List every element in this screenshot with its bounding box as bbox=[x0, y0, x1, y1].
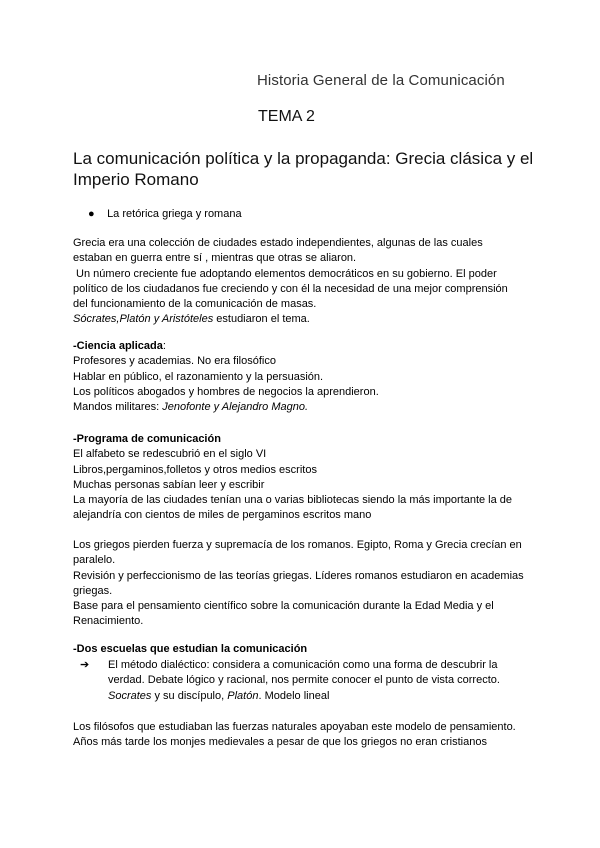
escuelas-heading-block bbox=[73, 642, 543, 657]
topic-number: TEMA 2 bbox=[258, 108, 315, 125]
programa-line: Muchas personas sabían leer y escribir bbox=[73, 478, 265, 491]
philosophers-names: Sócrates,Platón y Aristóteles bbox=[73, 313, 214, 326]
ciencia-line bbox=[73, 400, 543, 415]
page-title bbox=[73, 148, 543, 190]
romanos-line: paralelo. bbox=[73, 554, 116, 567]
romanos-line: Los griegos pierden fuerza y supremacía de los romanos. Egipto, Roma y Grecia crecían en bbox=[73, 539, 522, 551]
platon-name: Platón bbox=[227, 689, 259, 702]
intro-line: político de los ciudadanos fue creciendo y con él la necesidad de una mejor comprensión bbox=[73, 282, 508, 295]
ciencia-line: Profesores y academias. No era filosófico bbox=[73, 355, 276, 368]
intro-line: estaban en guerra entre sí , mientras que otras se aliaron. bbox=[73, 252, 357, 265]
arrow-right-icon: ➔ bbox=[80, 659, 90, 671]
ciencia-line: Los políticos abogados y hombres de negocios la aprendieron. bbox=[73, 385, 379, 398]
programa-line: La mayoría de las ciudades tenían una o varias bibliotecas siendo la más importante la de bbox=[73, 494, 513, 507]
section-heading: -Ciencia aplicada bbox=[73, 340, 163, 352]
intro-line: del funcionamiento de la comunicación de masas. bbox=[73, 298, 317, 311]
closing-paragraph bbox=[73, 720, 543, 751]
escuelas-line: El método dialéctico: considera a comunicación como una forma de descubrir la bbox=[108, 659, 498, 671]
programa-line: El alfabeto se redescubrió en el siglo VI bbox=[73, 448, 267, 461]
escuelas-line-end: . Modelo lineal bbox=[258, 689, 330, 702]
escuelas-line-mid: y su discípulo, bbox=[151, 689, 228, 702]
closing-line: Los filósofos que estudiaban las fuerzas naturales apoyaban este modelo de pensamiento. bbox=[73, 721, 516, 733]
ciencia-line: Hablar en público, el razonamiento y la persuasión. bbox=[73, 370, 324, 383]
section-heading: -Dos escuelas que estudian la comunicación bbox=[73, 643, 308, 655]
intro-line: Grecia era una colección de ciudades estado independientes, algunas de las cuales bbox=[73, 237, 483, 249]
bullet-item bbox=[88, 208, 242, 220]
socrates-name: Socrates bbox=[108, 689, 152, 702]
escuelas-line bbox=[108, 689, 500, 704]
ciencia-heading-line bbox=[73, 339, 543, 354]
romanos-line: Base para el pensamiento científico sobre la comunicación durante la Edad Media y el bbox=[73, 600, 494, 613]
romanos-line: Revisión y perfeccionismo de las teorías griegas. Líderes romanos estudiaron en academias bbox=[73, 569, 524, 582]
title-line-2: Imperio Romano bbox=[73, 170, 199, 189]
bullet-text: La retórica griega y romana bbox=[107, 208, 242, 220]
intro-line: Un número creciente fue adoptando elementos democráticos en su gobierno. El poder bbox=[73, 267, 497, 280]
programa-line: Libros,pergaminos,folletos y otros medios escritos bbox=[73, 463, 317, 476]
military-names: Jenofonte y Alejandro Magno. bbox=[162, 401, 309, 414]
section-heading: -Programa de comunicación bbox=[73, 433, 221, 445]
bullet-dot-icon: ● bbox=[88, 208, 95, 220]
intro-line-rest: estudiaron el tema. bbox=[213, 313, 310, 326]
escuelas-arrow-item bbox=[80, 658, 500, 704]
programa-line: alejandría con cientos de miles de pergaminos escritos mano bbox=[73, 509, 372, 522]
ciencia-line-prefix: Mandos militares: bbox=[73, 401, 163, 414]
romanos-paragraph bbox=[73, 538, 543, 630]
course-title: Historia General de la Comunicación bbox=[257, 72, 505, 89]
ciencia-section bbox=[73, 339, 543, 415]
programa-section bbox=[73, 432, 543, 524]
heading-colon: : bbox=[162, 340, 166, 352]
escuelas-line: verdad. Debate lógico y racional, nos permite conocer el punto de vista correcto. bbox=[108, 674, 500, 687]
romanos-line: Renacimiento. bbox=[73, 615, 144, 628]
intro-line bbox=[73, 312, 543, 327]
romanos-line: griegas. bbox=[73, 584, 113, 597]
closing-line: Años más tarde los monjes medievales a pesar de que los griegos no eran cristianos bbox=[73, 736, 487, 749]
title-line-1: La comunicación política y la propaganda: Grecia clásica y el bbox=[73, 149, 534, 168]
intro-paragraph bbox=[73, 236, 543, 328]
